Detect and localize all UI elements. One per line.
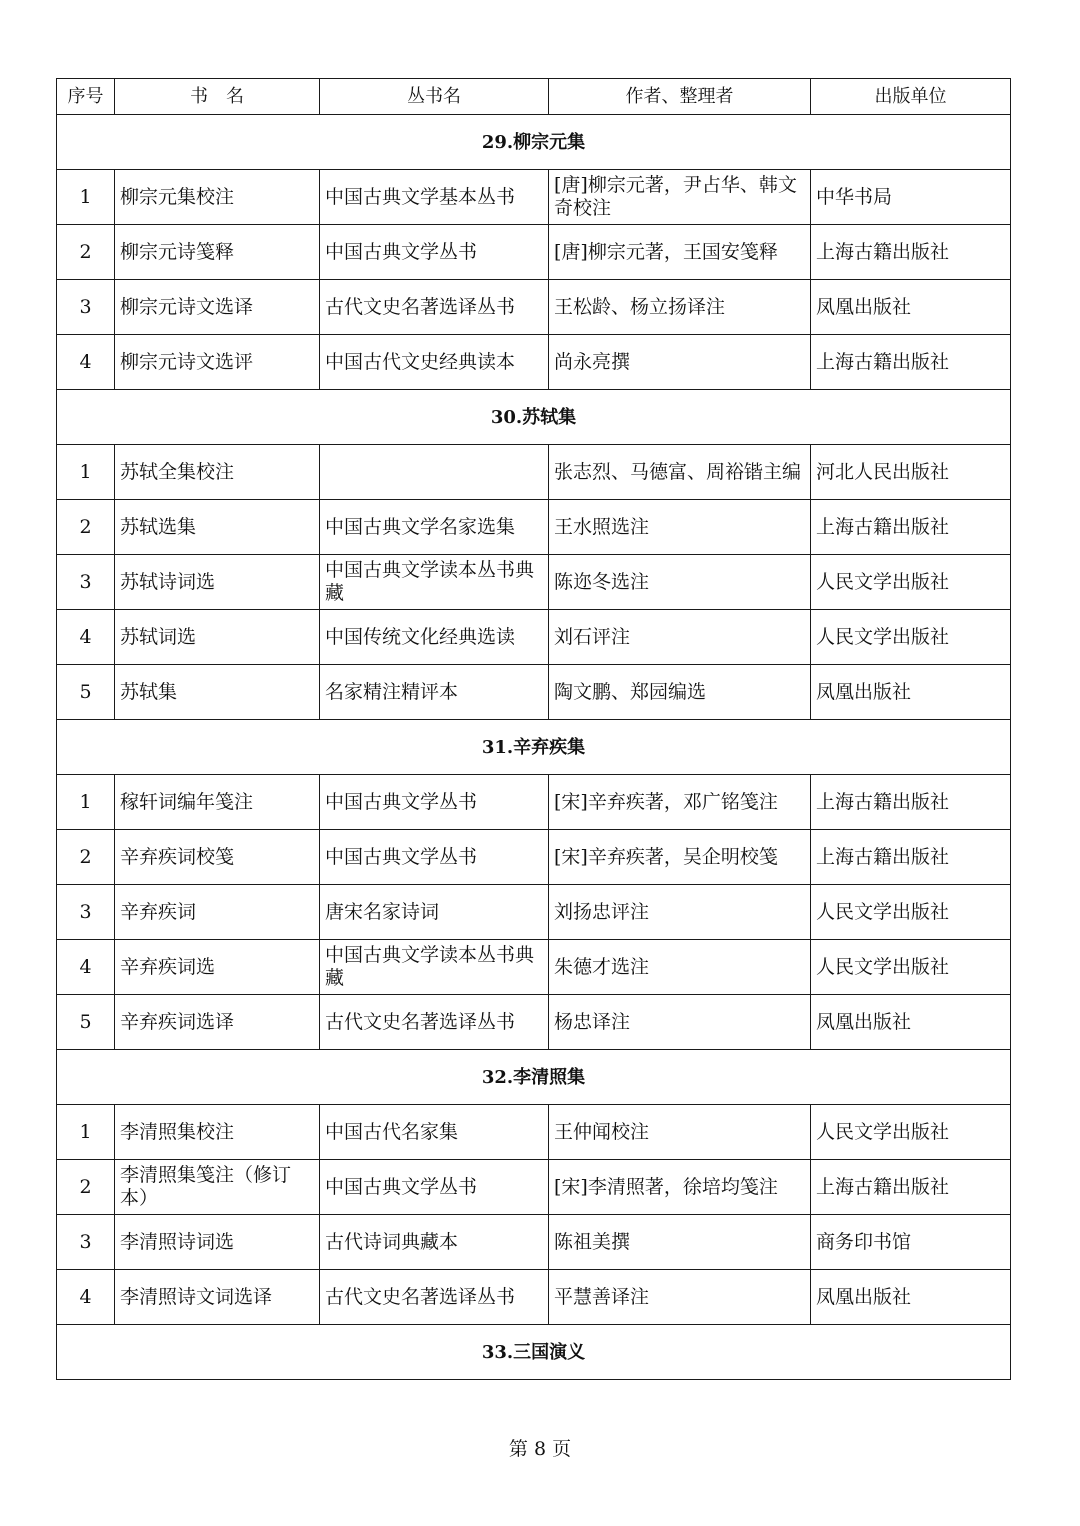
cell-series: 古代文史名著选译丛书 xyxy=(320,280,549,335)
cell-publisher: 人民文学出版社 xyxy=(811,610,1011,665)
cell-author: 杨忠译注 xyxy=(549,995,811,1050)
table-row xyxy=(57,225,1011,280)
cell-publisher: 人民文学出版社 xyxy=(811,940,1011,995)
table-row xyxy=(57,610,1011,665)
cell-author: 尚永亮撰 xyxy=(549,335,811,390)
cell-title: 柳宗元集校注 xyxy=(115,170,320,225)
cell-publisher: 上海古籍出版社 xyxy=(811,335,1011,390)
cell-author: 王水照选注 xyxy=(549,500,811,555)
cell-no: 1 xyxy=(57,775,115,830)
cell-publisher: 凤凰出版社 xyxy=(811,280,1011,335)
cell-publisher: 人民文学出版社 xyxy=(811,1105,1011,1160)
table-row xyxy=(57,500,1011,555)
cell-title: 苏轼集 xyxy=(115,665,320,720)
cell-no: 2 xyxy=(57,500,115,555)
section-row xyxy=(57,1050,1011,1105)
cell-no: 2 xyxy=(57,225,115,280)
section-title: 32.李清照集 xyxy=(57,1050,1011,1105)
cell-author: [唐]柳宗元著，王国安笺释 xyxy=(549,225,811,280)
cell-title: 辛弃疾词选 xyxy=(115,940,320,995)
cell-title: 柳宗元诗文选译 xyxy=(115,280,320,335)
cell-no: 1 xyxy=(57,170,115,225)
cell-publisher: 凤凰出版社 xyxy=(811,995,1011,1050)
cell-title: 辛弃疾词选译 xyxy=(115,995,320,1050)
section-title: 31.辛弃疾集 xyxy=(57,720,1011,775)
cell-title: 李清照集笺注（修订本） xyxy=(115,1160,320,1215)
cell-series: 中国古典文学丛书 xyxy=(320,830,549,885)
cell-series: 中国古典文学丛书 xyxy=(320,225,549,280)
cell-series: 中国古典文学丛书 xyxy=(320,1160,549,1215)
cell-publisher: 上海古籍出版社 xyxy=(811,830,1011,885)
table-row xyxy=(57,280,1011,335)
cell-series: 中国古典文学丛书 xyxy=(320,775,549,830)
cell-publisher: 上海古籍出版社 xyxy=(811,500,1011,555)
cell-title: 苏轼词选 xyxy=(115,610,320,665)
cell-series: 古代文史名著选译丛书 xyxy=(320,1270,549,1325)
header-title: 书 名 xyxy=(115,79,320,115)
table-row xyxy=(57,940,1011,995)
cell-series: 中国古代文史经典读本 xyxy=(320,335,549,390)
cell-author: 刘扬忠评注 xyxy=(549,885,811,940)
cell-series: 名家精注精评本 xyxy=(320,665,549,720)
cell-no: 3 xyxy=(57,280,115,335)
cell-title: 辛弃疾词校笺 xyxy=(115,830,320,885)
cell-no: 1 xyxy=(57,1105,115,1160)
cell-no: 5 xyxy=(57,995,115,1050)
cell-title: 苏轼选集 xyxy=(115,500,320,555)
section-title: 33.三国演义 xyxy=(57,1325,1011,1380)
cell-title: 李清照诗词选 xyxy=(115,1215,320,1270)
cell-title: 稼轩词编年笺注 xyxy=(115,775,320,830)
cell-publisher: 中华书局 xyxy=(811,170,1011,225)
table-row xyxy=(57,335,1011,390)
cell-publisher: 凤凰出版社 xyxy=(811,1270,1011,1325)
cell-publisher: 商务印书馆 xyxy=(811,1215,1011,1270)
cell-title: 柳宗元诗笺释 xyxy=(115,225,320,280)
cell-no: 2 xyxy=(57,830,115,885)
table-row xyxy=(57,555,1011,610)
cell-author: 王松龄、杨立扬译注 xyxy=(549,280,811,335)
cell-series xyxy=(320,445,549,500)
cell-publisher: 上海古籍出版社 xyxy=(811,225,1011,280)
section-row xyxy=(57,720,1011,775)
page-number: 第 8 页 xyxy=(508,1438,572,1460)
cell-no: 4 xyxy=(57,610,115,665)
table-row xyxy=(57,170,1011,225)
cell-series: 中国古典文学读本丛书典藏 xyxy=(320,940,549,995)
cell-publisher: 上海古籍出版社 xyxy=(811,1160,1011,1215)
cell-author: 陈迩冬选注 xyxy=(549,555,811,610)
section-title: 29.柳宗元集 xyxy=(57,115,1011,170)
cell-no: 3 xyxy=(57,1215,115,1270)
cell-author: 刘石评注 xyxy=(549,610,811,665)
cell-no: 5 xyxy=(57,665,115,720)
table-row xyxy=(57,830,1011,885)
section-title: 30.苏轼集 xyxy=(57,390,1011,445)
cell-series: 唐宋名家诗词 xyxy=(320,885,549,940)
table-row xyxy=(57,1215,1011,1270)
cell-no: 1 xyxy=(57,445,115,500)
table-row xyxy=(57,1160,1011,1215)
book-list-table xyxy=(56,78,1011,1380)
table-row xyxy=(57,1270,1011,1325)
cell-no: 4 xyxy=(57,940,115,995)
cell-title: 李清照诗文词选译 xyxy=(115,1270,320,1325)
cell-title: 苏轼全集校注 xyxy=(115,445,320,500)
cell-no: 4 xyxy=(57,1270,115,1325)
header-series: 丛书名 xyxy=(320,79,549,115)
cell-no: 3 xyxy=(57,885,115,940)
cell-title: 柳宗元诗文选评 xyxy=(115,335,320,390)
cell-author: 陈祖美撰 xyxy=(549,1215,811,1270)
table-row xyxy=(57,885,1011,940)
header-publisher: 出版单位 xyxy=(811,79,1011,115)
cell-publisher: 上海古籍出版社 xyxy=(811,775,1011,830)
cell-no: 3 xyxy=(57,555,115,610)
cell-no: 4 xyxy=(57,335,115,390)
table-row xyxy=(57,445,1011,500)
cell-publisher: 河北人民出版社 xyxy=(811,445,1011,500)
table-row xyxy=(57,775,1011,830)
section-row xyxy=(57,115,1011,170)
cell-title: 苏轼诗词选 xyxy=(115,555,320,610)
cell-publisher: 人民文学出版社 xyxy=(811,885,1011,940)
section-row xyxy=(57,390,1011,445)
cell-series: 古代文史名著选译丛书 xyxy=(320,995,549,1050)
table-row xyxy=(57,1105,1011,1160)
header-author: 作者、整理者 xyxy=(549,79,811,115)
cell-publisher: 凤凰出版社 xyxy=(811,665,1011,720)
cell-author: 平慧善译注 xyxy=(549,1270,811,1325)
section-row xyxy=(57,1325,1011,1380)
cell-author: 朱德才选注 xyxy=(549,940,811,995)
cell-title: 辛弃疾词 xyxy=(115,885,320,940)
cell-author: [宋]李清照著，徐培均笺注 xyxy=(549,1160,811,1215)
cell-series: 中国古典文学读本丛书典藏 xyxy=(320,555,549,610)
table-row xyxy=(57,665,1011,720)
cell-series: 中国传统文化经典选读 xyxy=(320,610,549,665)
cell-publisher: 人民文学出版社 xyxy=(811,555,1011,610)
cell-author: 陶文鹏、郑园编选 xyxy=(549,665,811,720)
cell-author: [宋]辛弃疾著，邓广铭笺注 xyxy=(549,775,811,830)
header-row xyxy=(57,79,1011,115)
cell-author: 王仲闻校注 xyxy=(549,1105,811,1160)
cell-author: [唐]柳宗元著，尹占华、韩文奇校注 xyxy=(549,170,811,225)
cell-series: 中国古典文学名家选集 xyxy=(320,500,549,555)
table-row xyxy=(57,995,1011,1050)
cell-series: 古代诗词典藏本 xyxy=(320,1215,549,1270)
cell-author: [宋]辛弃疾著，吴企明校笺 xyxy=(549,830,811,885)
cell-series: 中国古典文学基本丛书 xyxy=(320,170,549,225)
header-no: 序号 xyxy=(57,79,115,115)
cell-author: 张志烈、马德富、周裕锴主编 xyxy=(549,445,811,500)
cell-title: 李清照集校注 xyxy=(115,1105,320,1160)
cell-series: 中国古代名家集 xyxy=(320,1105,549,1160)
cell-no: 2 xyxy=(57,1160,115,1215)
